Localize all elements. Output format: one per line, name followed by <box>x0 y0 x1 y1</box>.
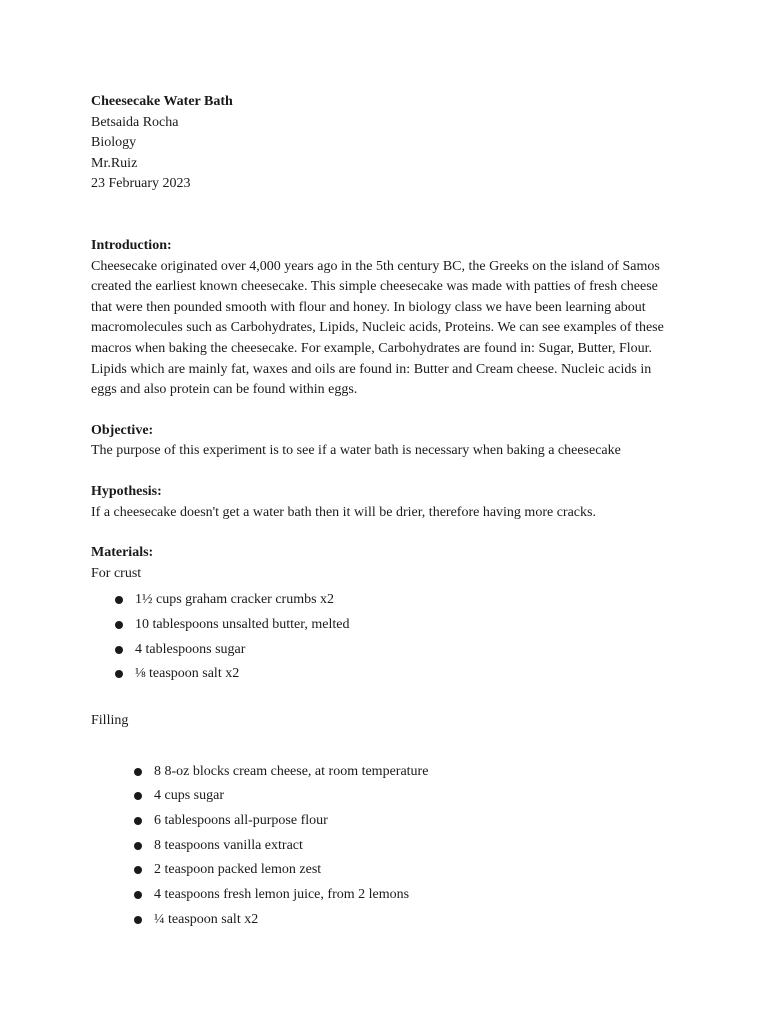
filling-ingredients-list <box>91 760 671 933</box>
list-item-text: 2 teaspoon packed lemon zest <box>154 862 322 878</box>
list-item-text: 8 teaspoons vanilla extract <box>154 837 303 853</box>
spacer <box>91 462 671 482</box>
author-name: Betsaida Rocha <box>91 114 179 130</box>
list-item <box>91 662 671 687</box>
bullet-icon <box>134 768 142 776</box>
introduction-heading: Introduction: <box>91 237 172 253</box>
list-item-text: ⅛ teaspoon salt x2 <box>135 666 240 682</box>
crust-label: For crust <box>91 565 142 581</box>
list-item-text: ¼ teaspoon salt x2 <box>154 911 259 927</box>
list-item <box>91 834 671 859</box>
list-item-text: 4 teaspoons fresh lemon juice, from 2 lemons <box>154 887 410 903</box>
filling-label: Filling <box>91 713 129 729</box>
hypothesis-heading: Hypothesis: <box>91 483 162 499</box>
list-item <box>91 613 671 638</box>
objective-heading: Objective: <box>91 422 154 438</box>
crust-ingredients-list <box>91 588 671 687</box>
spacer <box>91 732 671 760</box>
hypothesis-text: If a cheesecake doesn't get a water bath then it will be drier, therefore having more cracks. <box>91 504 596 520</box>
list-item <box>91 760 671 785</box>
list-item-text: 10 tablespoons unsalted butter, melted <box>135 616 350 632</box>
bullet-icon <box>115 596 123 604</box>
bullet-icon <box>134 916 142 924</box>
bullet-icon <box>115 646 123 654</box>
bullet-icon <box>134 866 142 874</box>
list-item-text: 4 cups sugar <box>154 788 224 804</box>
teacher-name: Mr.Ruiz <box>91 155 138 171</box>
list-item <box>91 883 671 908</box>
list-item-text: 6 tablespoons all-purpose flour <box>154 813 328 828</box>
objective-text: The purpose of this experiment is to see if a water bath is necessary when baking a cheesecake <box>91 443 621 459</box>
bullet-icon <box>134 792 142 800</box>
bullet-icon <box>134 817 142 825</box>
bullet-icon <box>115 670 123 678</box>
bullet-icon <box>134 842 142 850</box>
list-item-text: 1½ cups graham cracker crumbs x2 <box>135 592 335 608</box>
bullet-icon <box>134 891 142 899</box>
document-date: 23 February 2023 <box>91 176 191 192</box>
list-item-text: 8 8-oz blocks cream cheese, at room temperature <box>154 763 429 779</box>
spacer <box>91 401 671 421</box>
document-page <box>91 92 671 932</box>
list-item <box>91 784 671 809</box>
list-item <box>91 858 671 883</box>
materials-heading: Materials: <box>91 545 154 561</box>
list-item <box>91 908 671 933</box>
list-item <box>91 638 671 663</box>
spacer <box>91 523 671 543</box>
list-item <box>91 588 671 613</box>
list-item <box>91 809 671 834</box>
introduction-text: Cheesecake originated over 4,000 years ago in the 5th century BC, the Greeks on the island of Samos created the earliest known cheesecake. This simple cheesecake was made with patties of fresh cheese that were then pounded smooth with flour and honey. In biology class we have been learning about macromolecules such as Carbohydrates, Lipids, Nucleic acids, Proteins. We can see examples of these macros when baking the cheesecake. For example, Carbohydrates are found in: Sugar, Butter, Flour. Lipids which are mainly fat, waxes and oils are found in: Butter and Cream cheese. Nucleic acids in eggs and also protein can be found within eggs. <box>91 258 664 398</box>
bullet-icon <box>115 621 123 629</box>
subject-name: Biology <box>91 135 137 151</box>
list-item-text: 4 tablespoons sugar <box>135 641 246 657</box>
document-title: Cheesecake Water Bath <box>91 94 233 109</box>
spacer <box>91 195 671 236</box>
